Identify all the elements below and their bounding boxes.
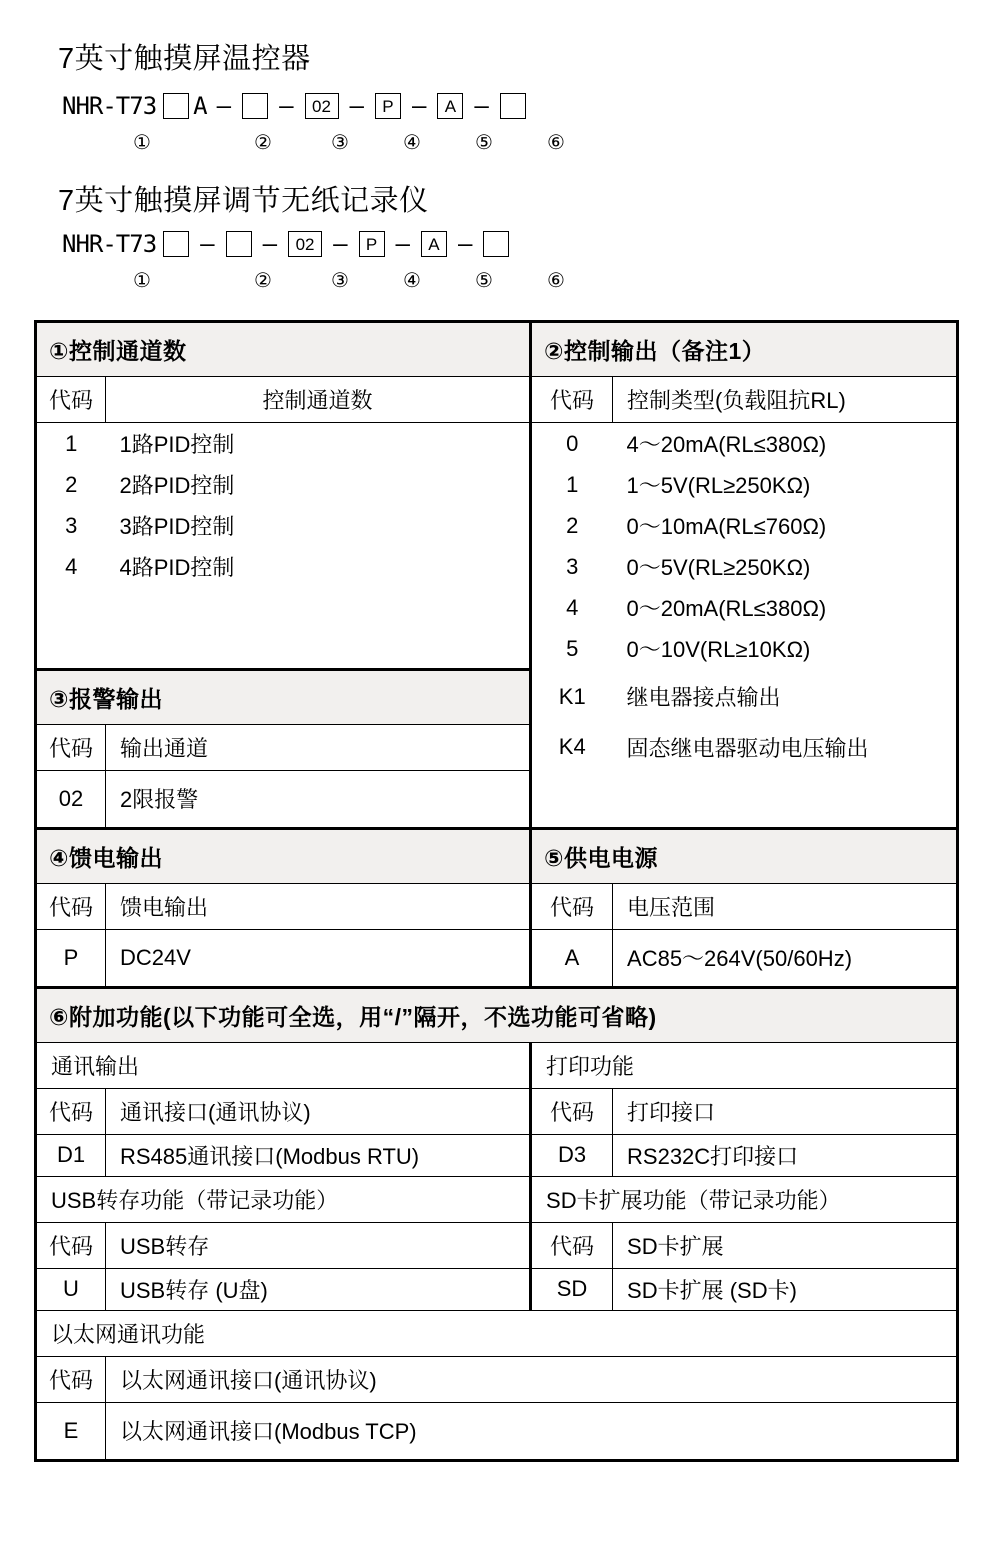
model-1-dash-5: — [474, 92, 489, 120]
model-2-marker-2: ② [254, 270, 272, 292]
table-row [36, 883, 958, 929]
table-row [36, 1088, 958, 1134]
s5-r1-code: A [531, 929, 613, 987]
s2-pad-value [613, 770, 958, 828]
s6-g4-header-code: 代码 [531, 1222, 613, 1268]
model-1-markers [62, 130, 592, 155]
model-2-code-row [62, 230, 512, 258]
model-2-title: 7英寸触摸屏调节无纸记录仪 [58, 185, 429, 217]
model-2-dash-5: — [457, 230, 473, 258]
model-2-marker-5: ⑤ [475, 270, 493, 292]
s2-r3-code: 2 [531, 505, 613, 546]
s2-r1-code: 0 [531, 423, 613, 465]
table-row [36, 587, 958, 628]
s6-g3-r1-code: U [36, 1268, 106, 1310]
s6-g4-header-value: SD卡扩展 [613, 1222, 958, 1268]
s2-r2-value: 1～5V(RL≥250KΩ) [626, 473, 811, 498]
s6-group-3-title: USB转存功能（带记录功能） [36, 1176, 531, 1222]
table-row [36, 987, 958, 1042]
table-row [36, 1268, 958, 1310]
s1-spacer2-value [106, 628, 531, 669]
section-2-heading: ②控制输出（备注1） [531, 322, 958, 377]
s6-g2-header-code: 代码 [531, 1088, 613, 1134]
model-2-dash-2: — [262, 230, 278, 258]
s5-r1-value: AC85～264V(50/60Hz) [613, 929, 958, 987]
s1-r4-value: 4路PID控制 [119, 555, 235, 580]
model-1-title: 7英寸触摸屏温控器 [58, 43, 311, 75]
s2-r1-value: 4～20mA(RL≤380Ω) [626, 432, 827, 457]
s2-r5-code: 4 [531, 587, 613, 628]
model-2-markers [62, 268, 592, 293]
model-2-seg-1 [163, 231, 189, 257]
s2-r4-code: 3 [531, 546, 613, 587]
s1-r3-value: 3路PID控制 [119, 514, 235, 539]
section-2-header-code: 代码 [531, 377, 613, 423]
section-3-header-code: 代码 [36, 724, 106, 770]
s6-g5-header-value: 以太网通讯接口(通讯协议) [106, 1356, 958, 1402]
table-row [36, 1134, 958, 1176]
table-row [36, 828, 958, 883]
section-5-header-value: 电压范围 [613, 883, 958, 929]
model-2-seg-5: A [421, 231, 447, 257]
s1-r2-value: 2路PID控制 [119, 473, 235, 498]
s6-g1-header-code: 代码 [36, 1088, 106, 1134]
section-1-header-code: 代码 [36, 377, 106, 423]
section-1-header-value: 控制通道数 [106, 377, 531, 423]
model-2-prefix: NHR-T73 [62, 230, 157, 258]
s6-g4-r1-code: SD [531, 1268, 613, 1310]
s1-r1-code: 1 [65, 430, 78, 456]
s2-r6-value: 0～10V(RL≥10KΩ) [626, 637, 811, 662]
model-1-prefix: NHR-T73 [62, 92, 157, 120]
model-1-marker-3: ③ [331, 132, 349, 154]
s6-g1-r1-code: D1 [36, 1134, 106, 1176]
table-row [36, 546, 958, 587]
model-2-marker-6: ⑥ [547, 270, 565, 292]
s6-g5-header-code: 代码 [36, 1356, 106, 1402]
model-1-dash-4: — [411, 92, 427, 120]
s6-g5-r1-code: E [36, 1402, 106, 1460]
s6-g4-r1-value: SD卡扩展 (SD卡) [613, 1268, 958, 1310]
model-1-seg-3: 02 [305, 93, 339, 119]
section-3-header-value: 输出通道 [106, 724, 531, 770]
s6-group-1-title: 通讯输出 [36, 1042, 531, 1088]
table-row [36, 669, 958, 724]
s2-r5-value: 0～20mA(RL≤380Ω) [626, 596, 827, 621]
s6-group-2-title: 打印功能 [531, 1042, 958, 1088]
model-2-marker-4: ④ [403, 270, 421, 292]
s1-r1-value: 1路PID控制 [119, 432, 235, 457]
section-4-heading: ④馈电输出 [36, 828, 531, 883]
s2-r8-value: 固态继电器驱动电压输出 [626, 735, 869, 761]
model-2-marker-1: ① [133, 270, 151, 292]
table-row [36, 1042, 958, 1088]
table-row [36, 1356, 958, 1402]
s1-r4-code: 4 [65, 553, 78, 579]
section-2-header-value: 控制类型(负载阻抗RL) [613, 377, 958, 423]
s6-g2-header-value: 打印接口 [613, 1088, 958, 1134]
model-1-seg-5: A [437, 93, 463, 119]
s6-group-4-title: SD卡扩展功能（带记录功能） [531, 1176, 958, 1222]
table-row [36, 1222, 958, 1268]
table-row [36, 1402, 958, 1460]
s4-r1-code: P [36, 929, 106, 987]
model-1-marker-6: ⑥ [547, 132, 565, 154]
s2-r8-code: K4 [531, 724, 613, 770]
table-row [36, 505, 958, 546]
s2-r7-code: K1 [531, 669, 613, 724]
model-1-marker-4: ④ [403, 132, 421, 154]
section-5-header-code: 代码 [531, 883, 613, 929]
s1-r3-code: 3 [65, 512, 78, 538]
table-row [36, 1176, 958, 1222]
s3-r1-code: 02 [36, 770, 106, 828]
s6-g5-r1-value: 以太网通讯接口(Modbus TCP) [106, 1402, 958, 1460]
table-row [36, 628, 958, 669]
table-row [36, 929, 958, 987]
s6-g1-header-value: 通讯接口(通讯协议) [106, 1088, 531, 1134]
model-2-dash-3: — [333, 230, 348, 258]
s6-g2-r1-value: RS232C打印接口 [613, 1134, 958, 1176]
s6-g3-header-code: 代码 [36, 1222, 106, 1268]
s2-r7-value: 继电器接点输出 [626, 685, 781, 710]
section-4-header-code: 代码 [36, 883, 106, 929]
model-2-seg-3: 02 [288, 231, 322, 257]
s2-r3-value: 0～10mA(RL≤760Ω) [626, 514, 827, 539]
s1-spacer-value [106, 587, 531, 628]
model-1-seg-6 [500, 93, 526, 119]
model-2-seg-2 [226, 231, 252, 257]
section-3-heading: ③报警输出 [36, 669, 531, 724]
table-row [36, 423, 958, 465]
section-5-heading: ⑤供电电源 [531, 828, 958, 883]
s2-r4-value: 0～5V(RL≥250KΩ) [626, 555, 811, 580]
model-1-dash-3: — [349, 92, 364, 120]
model-1-suffix-a: A [193, 92, 208, 120]
model-1-marker-5: ⑤ [475, 132, 493, 154]
model-1-dash-2: — [279, 92, 294, 120]
s3-r1-value: 2限报警 [106, 770, 531, 828]
s1-r2-code: 2 [65, 471, 78, 497]
s2-r6-code: 5 [531, 628, 613, 669]
table-row [36, 1310, 958, 1356]
model-2-dash-1: — [200, 230, 215, 258]
s2-r2-code: 1 [531, 464, 613, 505]
s2-pad-code [531, 770, 613, 828]
specification-table [34, 320, 959, 1462]
model-1-marker-1: ① [133, 132, 151, 154]
model-2-seg-4: P [359, 231, 385, 257]
s4-r1-value: DC24V [106, 929, 531, 987]
table-row [36, 724, 958, 770]
model-1-marker-2: ② [254, 132, 272, 154]
section-6-heading: ⑥附加功能(以下功能可全选，用“/”隔开，不选功能可省略) [36, 987, 958, 1042]
s6-g3-header-value: USB转存 [106, 1222, 531, 1268]
model-1-seg-4: P [375, 93, 401, 119]
model-2-dash-4: — [395, 230, 410, 258]
s6-g2-r1-code: D3 [531, 1134, 613, 1176]
s1-spacer-code [36, 587, 106, 628]
model-1-code-row [62, 92, 529, 120]
section-1-heading: ①控制通道数 [36, 322, 531, 377]
section-4-header-value: 馈电输出 [106, 883, 531, 929]
model-1-seg-2 [242, 93, 268, 119]
table-row [36, 770, 958, 828]
s6-group-5-title: 以太网通讯功能 [36, 1310, 958, 1356]
table-row [36, 377, 958, 423]
table-row [36, 464, 958, 505]
s6-g1-r1-value: RS485通讯接口(Modbus RTU) [106, 1134, 531, 1176]
model-1-seg-1 [163, 93, 189, 119]
table-row [36, 322, 958, 377]
s1-spacer2-code [36, 628, 106, 669]
model-1-dash-1: — [216, 92, 232, 120]
model-2-seg-6 [483, 231, 509, 257]
model-2-marker-3: ③ [331, 270, 349, 292]
s6-g3-r1-value: USB转存 (U盘) [106, 1268, 531, 1310]
